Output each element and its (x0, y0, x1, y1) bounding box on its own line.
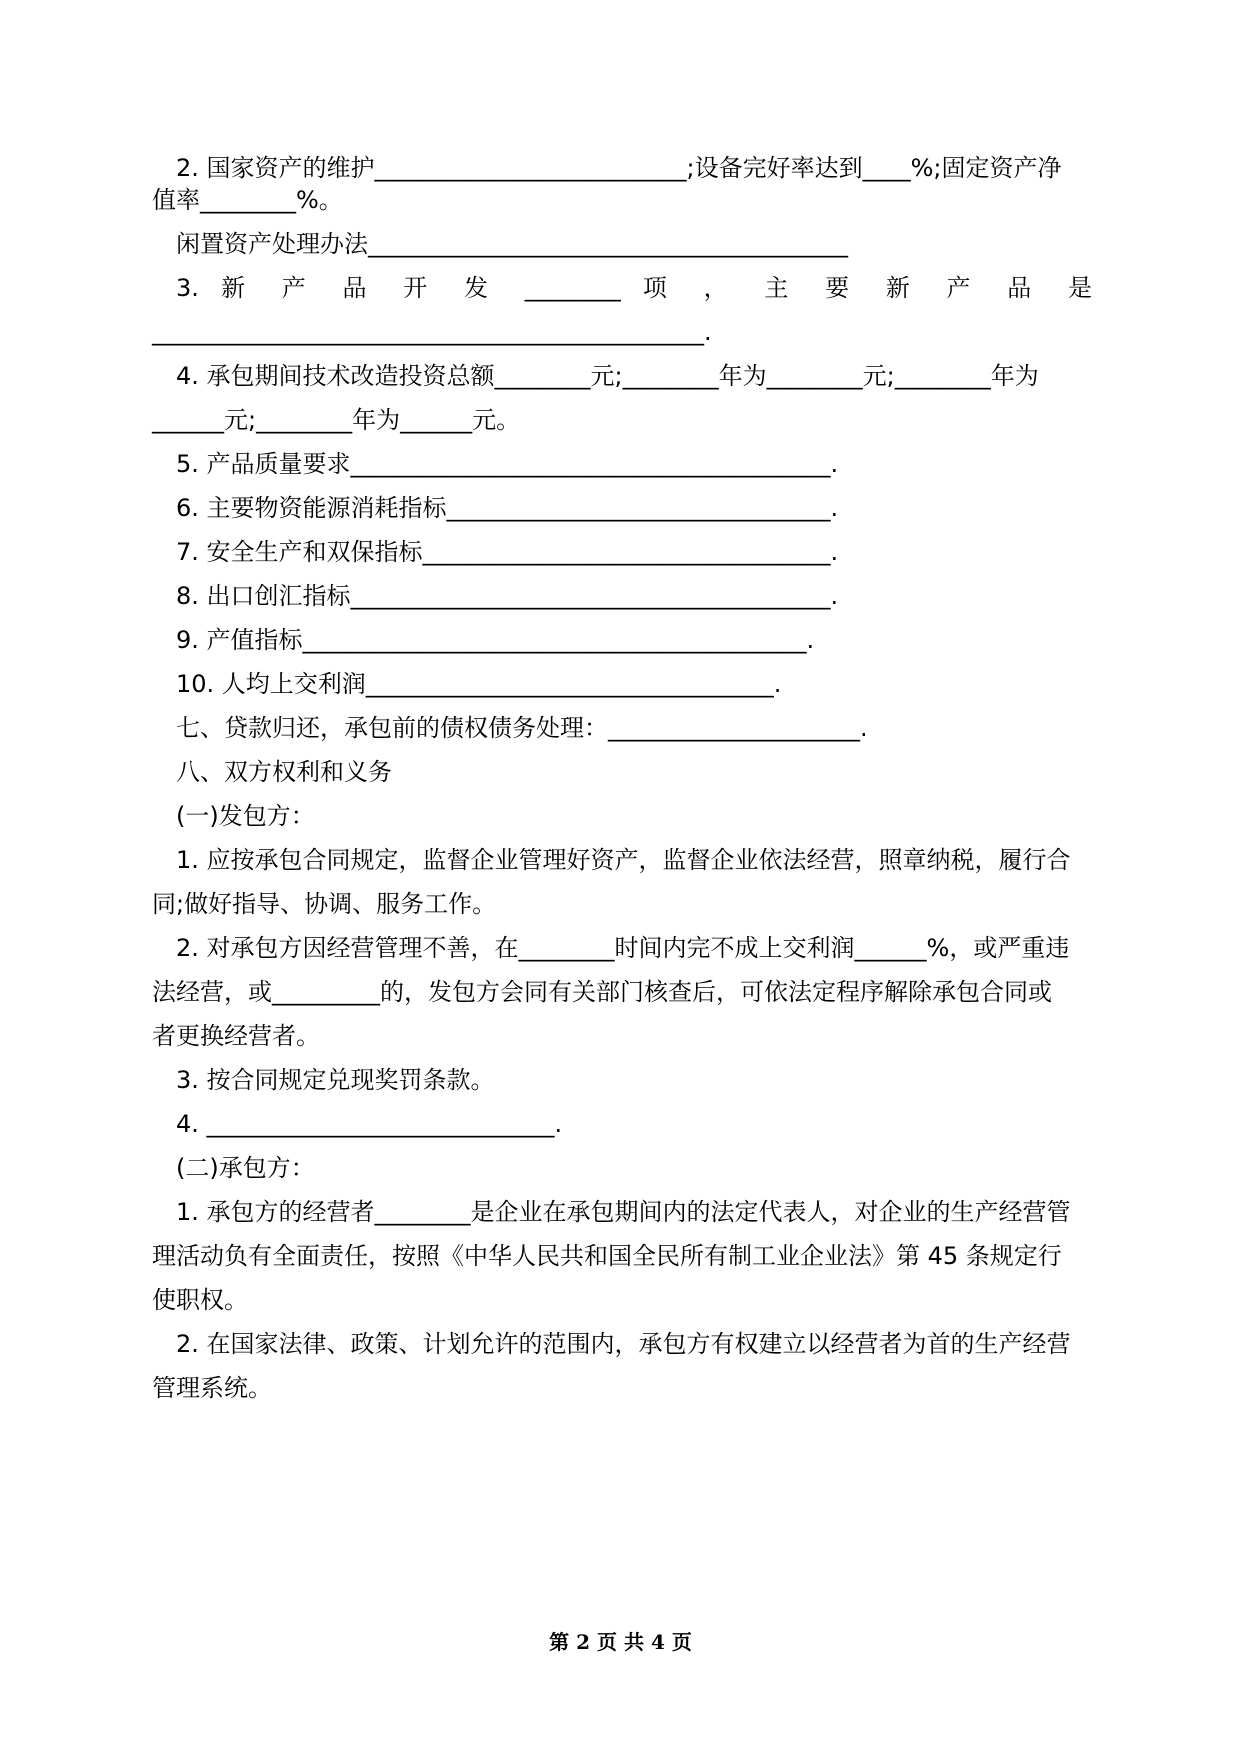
text-line: 3. 按合同规定兑现奖罚条款。 (176, 1066, 495, 1094)
text-line: 1. 承包方的经营者________是企业在承包期间内的法定代表人，对企业的生产经营管 (176, 1198, 1071, 1226)
text-line: 8. 出口创汇指标________________________________________. (176, 582, 839, 610)
text-line: 2. 在国家法律、政策、计划允许的范围内，承包方有权建立以经营者为首的生产经营 (176, 1330, 1071, 1358)
page-number-footer: 第 2 页 共 4 页 (549, 1630, 692, 1654)
text-line: 4. 承包期间技术改造投资总额________元;________年为________元;________年为 (176, 362, 1039, 390)
text-line: 3. 新 产 品 开 发 ________ 项 ， 主 要 新 产 品 是 (176, 274, 1092, 302)
text-line: 7. 安全生产和双保指标__________________________________. (176, 538, 839, 566)
text-line: 2. 国家资产的维护__________________________;设备完好率达到____%;固定资产净 (176, 154, 1062, 182)
text-line: 10. 人均上交利润__________________________________. (176, 670, 782, 698)
section-heading: 八、双方权利和义务 (176, 758, 392, 786)
text-line: 法经营，或_________的，发包方会同有关部门核查后，可依法定程序解除承包合同或 (152, 978, 1052, 1006)
text-line: 6. 主要物资能源消耗指标________________________________. (176, 494, 839, 522)
text-line: 七、贷款归还，承包前的债权债务处理：_____________________. (176, 714, 868, 742)
text-line: 4. _____________________________. (176, 1110, 563, 1138)
text-line: 管理系统。 (152, 1374, 272, 1402)
text-line: 者更换经营者。 (152, 1022, 320, 1050)
text-line: 2. 对承包方因经营管理不善，在________时间内完不成上交利润______%，或严重违 (176, 934, 1070, 962)
text-line: 闲置资产处理办法________________________________________ (176, 230, 848, 258)
text-line: 9. 产值指标__________________________________________. (176, 626, 815, 654)
text-line: 理活动负有全面责任，按照《中华人民共和国全民所有制工业企业法》第 45 条规定行 (152, 1242, 1062, 1270)
text-line: ______________________________________________. (152, 318, 712, 346)
subsection-heading: (一)发包方： (176, 802, 315, 830)
text-line: 同;做好指导、协调、服务工作。 (152, 890, 497, 918)
text-line: 使职权。 (152, 1286, 248, 1314)
text-line: 值率________%。 (152, 186, 343, 214)
text-line: ______元;________年为______元。 (152, 406, 521, 434)
text-line: 5. 产品质量要求________________________________________. (176, 450, 839, 478)
subsection-heading: (二)承包方： (176, 1154, 315, 1182)
text-line: 1. 应按承包合同规定，监督企业管理好资产，监督企业依法经营，照章纳税，履行合 (176, 846, 1071, 874)
